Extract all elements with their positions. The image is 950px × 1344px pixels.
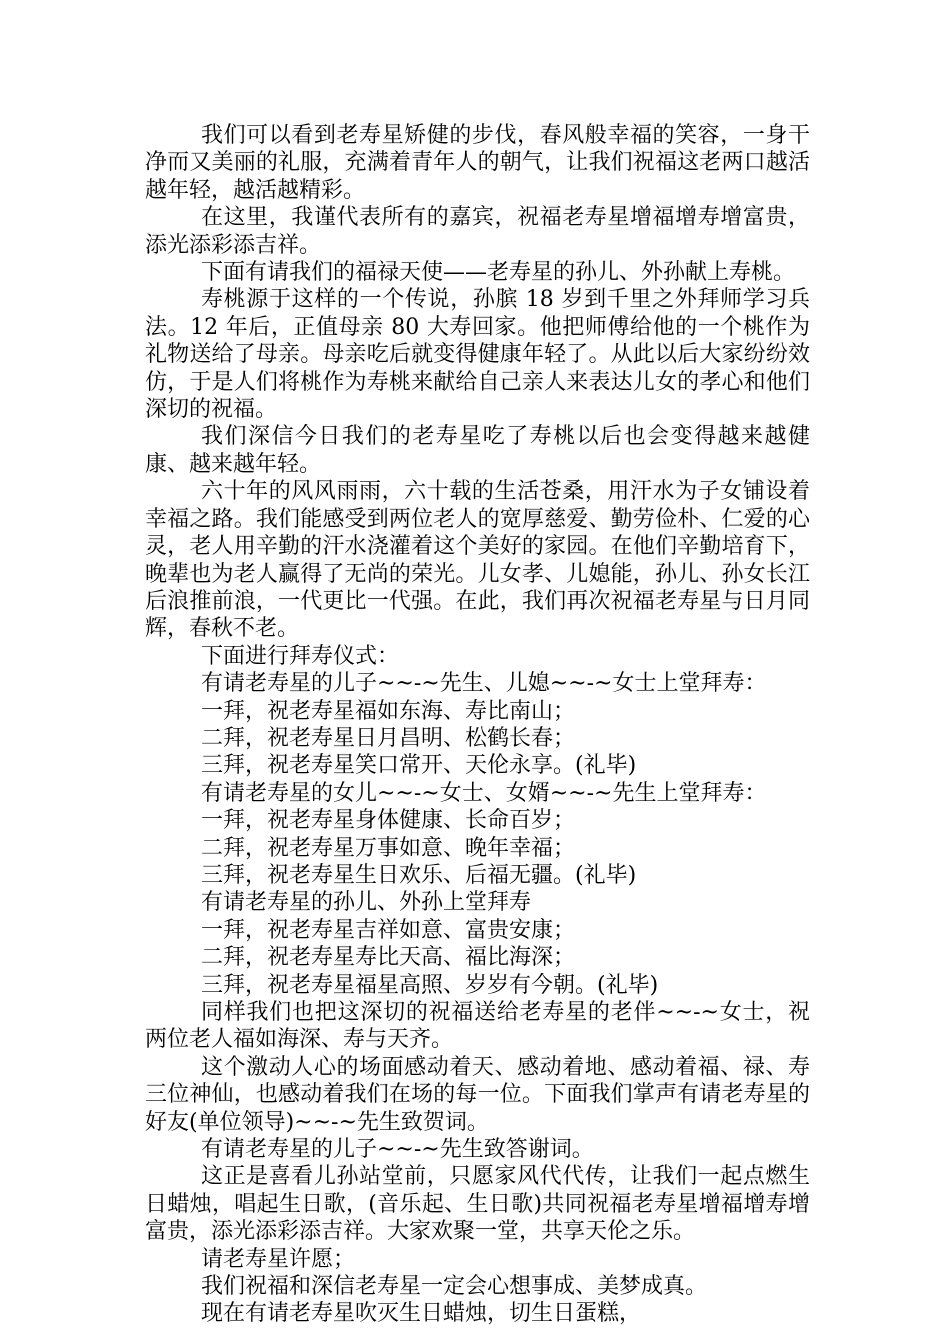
paragraph: 我们深信今日我们的老寿星吃了寿桃以后也会变得越来越健康、越来越年轻。 [145, 424, 810, 477]
paragraph: 同样我们也把这深切的祝福送给老寿星的老伴~~-~女士，祝两位老人福如海深、寿与天齐。 [145, 1000, 810, 1053]
paragraph: 三拜，祝老寿星福星高照、岁岁有今朝。(礼毕) [201, 972, 659, 998]
document-body [145, 122, 810, 1328]
paragraph: 寿桃源于这样的一个传说，孙膑 18 岁到千里之外拜师学习兵法。12 年后，正值母亲 80 大寿回家。他把师傅给他的一个桃作为礼物送给了母亲。母亲吃后就变得健康年轻了。从此以后大家纷纷效仿，于是人们将桃作为寿桃来献给自己亲人来表达儿女的孝心和他们深切的祝福。 [145, 287, 810, 423]
paragraph: 二拜，祝老寿星寿比天高、福比海深； [201, 945, 576, 971]
paragraph: 六十年的风风雨雨，六十载的生活苍桑，用汗水为子女铺设着幸福之路。我们能感受到两位老人的宽厚慈爱、勤劳俭朴、仁爱的心灵，老人用辛勤的汗水浇灌着这个美好的家园。在他们辛勤培育下，晚辈也为老人赢得了无尚的荣光。儿女孝、儿媳能，孙儿、孙女长江后浪推前浪，一代更比一代强。在此，我们再次祝福老寿星与日月同辉，春秋不老。 [145, 479, 810, 642]
paragraph: 一拜，祝老寿星福如东海、寿比南山； [201, 698, 576, 724]
paragraph: 下面进行拜寿仪式： [201, 643, 400, 669]
paragraph: 请老寿星许愿； [201, 1246, 356, 1272]
paragraph: 有请老寿星的儿子~~-~先生、儿媳~~-~女士上堂拜寿： [201, 671, 767, 697]
paragraph: 我们可以看到老寿星矫健的步伐，春风般幸福的笑容，一身干净而又美丽的礼服，充满着青年人的朝气，让我们祝福这老两口越活越年轻，越活越精彩。 [145, 123, 810, 203]
paragraph: 三拜，祝老寿星生日欢乐、后福无疆。(礼毕) [201, 862, 637, 888]
paragraph: 下面有请我们的福禄天使——老寿星的孙儿、外孙献上寿桃。 [201, 260, 796, 286]
paragraph: 有请老寿星的孙儿、外孙上堂拜寿 [201, 890, 532, 916]
paragraph: 在这里，我谨代表所有的嘉宾，祝福老寿星增福增寿增富贵，添光添彩添吉祥。 [145, 205, 810, 258]
paragraph: 有请老寿星的女儿~~-~女士、女婿~~-~先生上堂拜寿： [201, 780, 767, 806]
paragraph: 我们祝福和深信老寿星一定会心想事成、美梦成真。 [201, 1274, 708, 1300]
paragraph: 一拜，祝老寿星身体健康、长命百岁； [201, 808, 576, 834]
paragraph: 这个激动人心的场面感动着天、感动着地、感动着福、禄、寿三位神仙，也感动着我们在场的每一位。下面我们掌声有请老寿星的好友(单位领导)~~-~先生致贺词。 [145, 1054, 810, 1135]
paragraph: 现在有请老寿星吹灭生日蜡烛，切生日蛋糕， [201, 1301, 642, 1327]
paragraph: 二拜，祝老寿星日月昌明、松鹤长春； [201, 725, 576, 751]
paragraph: 一拜，祝老寿星吉祥如意、富贵安康； [201, 917, 576, 943]
paragraph: 有请老寿星的儿子~~-~先生致答谢词。 [201, 1137, 594, 1163]
paragraph: 二拜，祝老寿星万事如意、晚年幸福； [201, 835, 576, 861]
paragraph: 三拜，祝老寿星笑口常开、天伦永享。(礼毕) [201, 753, 637, 779]
paragraph: 这正是喜看儿孙站堂前，只愿家风代代传，让我们一起点燃生日蜡烛，唱起生日歌，(音乐起、生日歌)共同祝福老寿星增福增寿增富贵，添光添彩添吉祥。大家欢聚一堂，共享天伦之乐。 [145, 1164, 810, 1245]
